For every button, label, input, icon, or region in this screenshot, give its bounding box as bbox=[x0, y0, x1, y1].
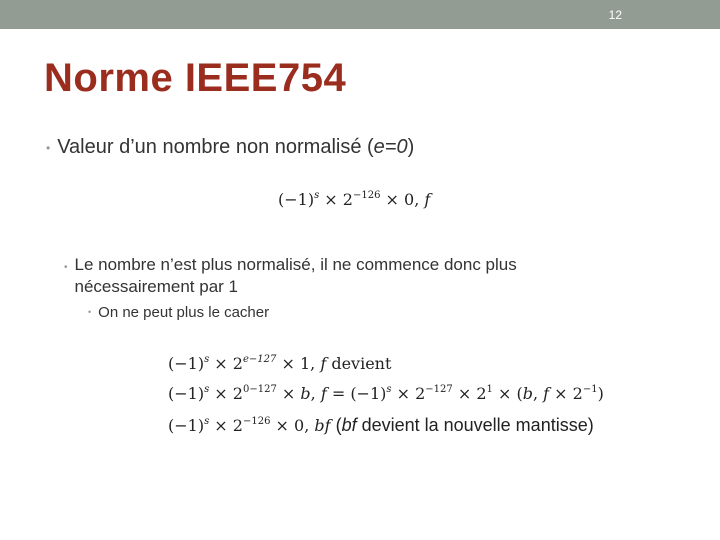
formula-line-1: $(-1)^s \times 2^{e-127} \times 1$, f devient bbox=[168, 354, 392, 373]
bullet-text: On ne peut plus le cacher bbox=[98, 304, 270, 321]
bullet-text: Le nombre n’est plus normalisé, il ne commence donc plus nécessairement par 1 bbox=[74, 255, 517, 296]
slide-title: Norme IEEE754 bbox=[44, 56, 347, 100]
bullet-text: Valeur d’un nombre non normalisé (e=0) bbox=[57, 136, 415, 158]
slide-number: 12 bbox=[608, 8, 622, 22]
formula-denormalized: $(-1)^s \times 2^{-126} \times 0$, f bbox=[278, 190, 431, 209]
formula-line-2: $(-1)^s \times 2^{0-127} \times b$, $f = (-1)^s \times 2^{-127} \times 2^1 \times (b$, $f \times 2^{-1}$) bbox=[168, 384, 604, 403]
bullet-level3 bbox=[88, 304, 269, 321]
formula-line-3: $(-1)^s \times 2^{-126} \times 0$, bf (bf devient la nouvelle mantisse) bbox=[168, 415, 594, 435]
top-bar bbox=[0, 0, 720, 29]
bullet-level2 bbox=[64, 254, 624, 298]
bullet-dot: • bbox=[88, 307, 92, 317]
bullet-dot: • bbox=[64, 262, 68, 273]
bullet-dot: • bbox=[46, 141, 51, 155]
bullet-level1 bbox=[46, 136, 414, 159]
